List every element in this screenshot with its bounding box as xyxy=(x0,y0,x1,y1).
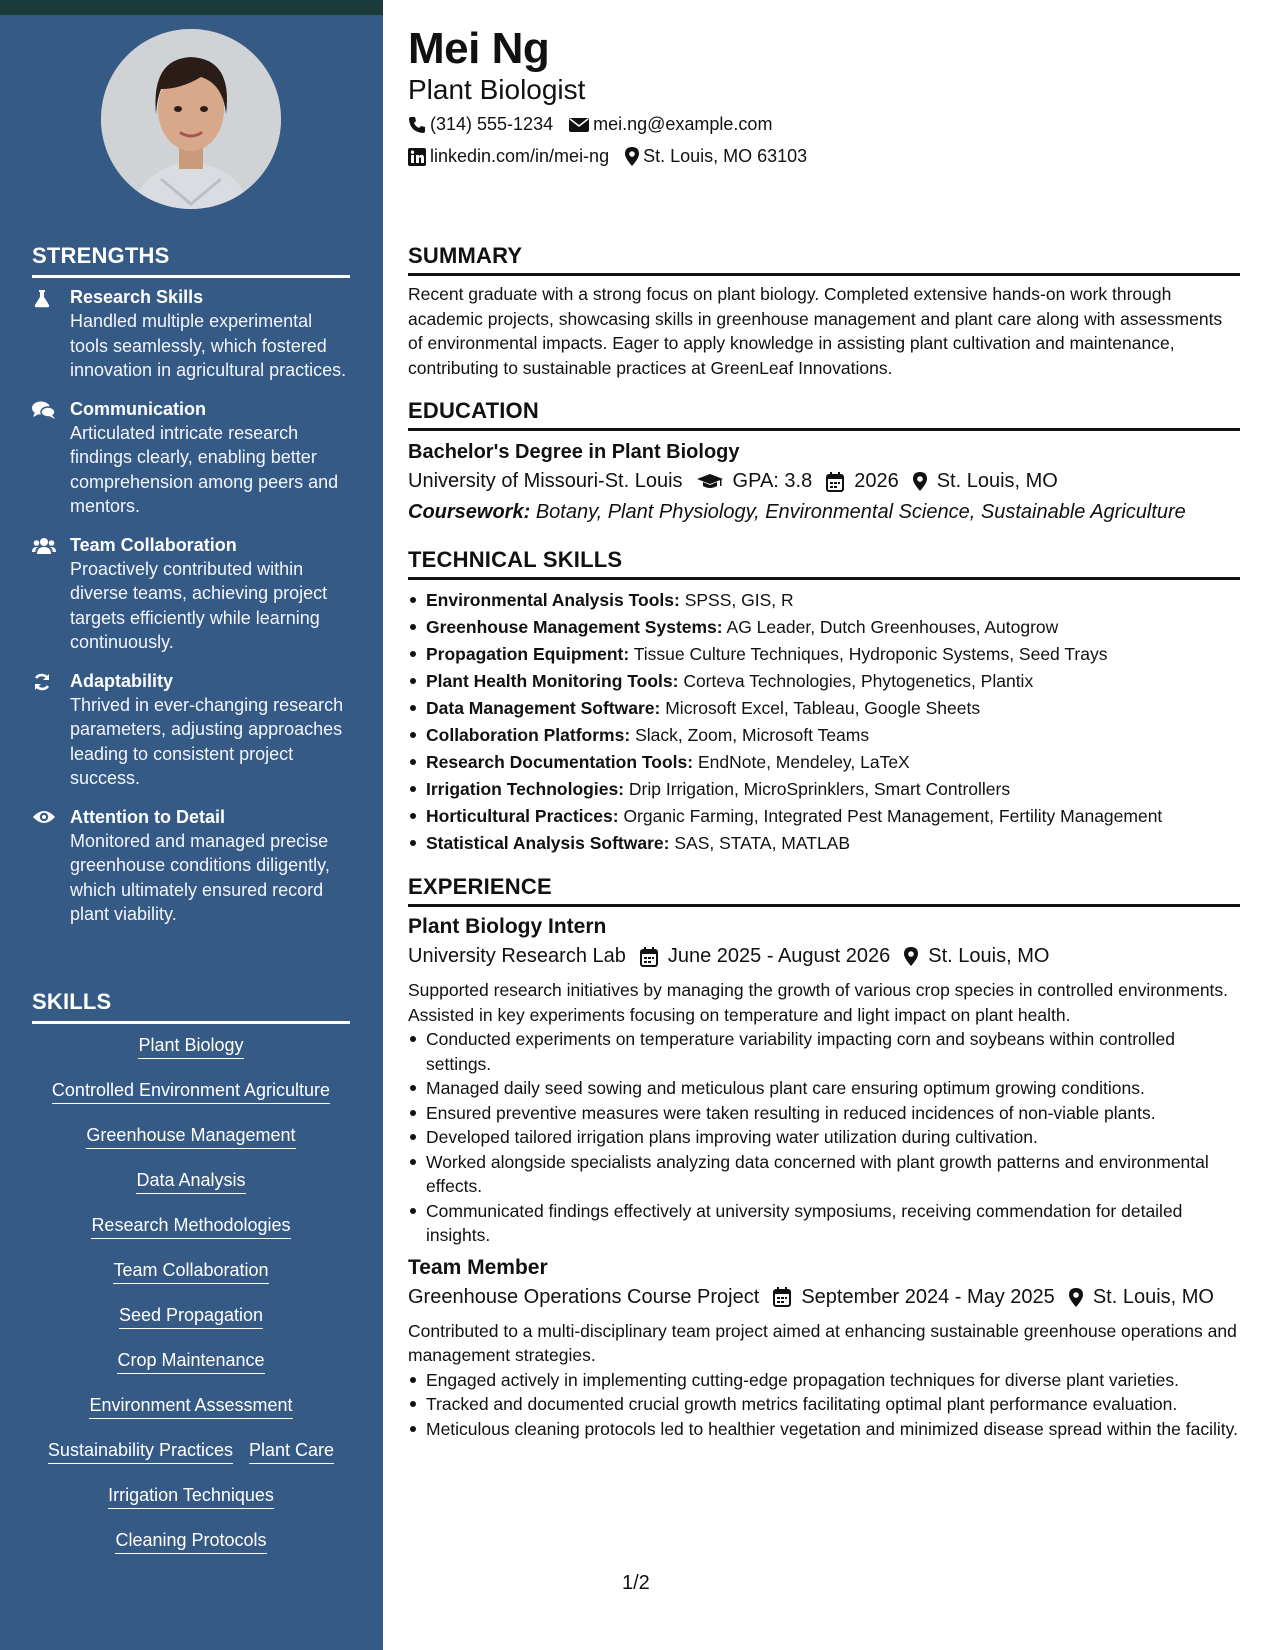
skill-tag: Plant Biology xyxy=(138,1034,243,1059)
summary-section xyxy=(408,243,1240,380)
list-item: Worked alongside specialists analyzing data concerned with plant growth patterns and environmental effects. xyxy=(408,1150,1240,1199)
education-meta xyxy=(408,470,1240,493)
list-item: Irrigation Technologies: Drip Irrigation, MicroSprinklers, Smart Controllers xyxy=(408,777,1240,802)
list-item: Collaboration Platforms: Slack, Zoom, Microsoft Teams xyxy=(408,723,1240,748)
education-heading: EDUCATION xyxy=(408,398,1240,431)
strength-description: Handled multiple experimental tools seamlessly, which fostered innovation in agricultural practices. xyxy=(70,311,347,380)
linkedin-icon xyxy=(408,148,426,166)
job-role: Plant Biologist xyxy=(408,74,586,105)
strength-description: Monitored and managed precise greenhouse conditions diligently, which ultimately ensured record plant viability. xyxy=(70,830,330,924)
skill-tag: Controlled Environment Agriculture xyxy=(52,1079,330,1104)
strengths-list xyxy=(32,285,352,941)
education-section xyxy=(408,398,1240,524)
contact-row-2 xyxy=(408,146,823,167)
skill-tag: Research Methodologies xyxy=(91,1214,290,1239)
sync-icon xyxy=(32,669,70,791)
job-meta xyxy=(408,1286,1240,1309)
job-title: Team Member xyxy=(408,1255,548,1279)
linkedin-text[interactable]: linkedin.com/in/mei-ng xyxy=(430,146,610,166)
job-entry xyxy=(408,1256,1240,1442)
strength-item xyxy=(32,669,352,791)
coursework xyxy=(408,501,1240,524)
list-item: Managed daily seed sowing and meticulous plant care ensuring optimum growing conditions. xyxy=(408,1076,1240,1101)
job-title: Plant Biology Intern xyxy=(408,915,607,938)
strength-title: Attention to Detail xyxy=(70,806,225,827)
strength-item xyxy=(32,285,352,383)
strength-description: Thrived in ever-changing research parameters, adjusting approaches leading to consistent project success. xyxy=(70,694,344,788)
list-item: Environmental Analysis Tools: SPSS, GIS, R xyxy=(408,588,1240,613)
technical-skills-heading: TECHNICAL SKILLS xyxy=(408,547,1240,580)
skill-tag: Irrigation Techniques xyxy=(108,1484,274,1509)
skill-tag: Greenhouse Management xyxy=(86,1124,295,1149)
strength-item xyxy=(32,397,352,519)
skill-tag: Crop Maintenance xyxy=(117,1349,264,1374)
list-item: Developed tailored irrigation plans improving water utilization during cultivation. xyxy=(408,1125,1240,1150)
map-marker-icon xyxy=(625,147,639,166)
envelope-icon xyxy=(569,117,589,133)
job-location: St. Louis, MO xyxy=(1092,1285,1214,1308)
job-bullets xyxy=(408,1027,1240,1248)
email-text[interactable]: mei.ng@example.com xyxy=(593,114,773,134)
graduation-year: 2026 xyxy=(854,470,899,492)
linkedin-contact[interactable] xyxy=(408,146,609,167)
list-item: Data Management Software: Microsoft Excel, Tableau, Google Sheets xyxy=(408,696,1240,721)
job-organization: Greenhouse Operations Course Project xyxy=(408,1285,760,1308)
sidebar-top-bar xyxy=(0,0,383,15)
coursework-list: Botany, Plant Physiology, Environmental Science, Sustainable Agriculture xyxy=(535,501,1186,523)
summary-heading: SUMMARY xyxy=(408,243,1240,276)
job-organization: University Research Lab xyxy=(408,945,626,967)
skill-tag: Plant Care xyxy=(249,1439,334,1464)
job-dates: September 2024 - May 2025 xyxy=(801,1285,1055,1308)
list-item: Tracked and documented crucial growth metrics facilitating optimal plant performance evaluation. xyxy=(408,1392,1240,1417)
list-item: Communicated findings effectively at university symposiums, receiving commendation for detailed insights. xyxy=(408,1199,1240,1248)
skill-tag: Sustainability Practices xyxy=(48,1439,233,1464)
skill-tag: Seed Propagation xyxy=(119,1304,263,1329)
strength-description: Articulated intricate research findings clearly, enabling better comprehension among peers and mentors. xyxy=(70,422,339,516)
strength-item xyxy=(32,533,352,655)
list-item: Statistical Analysis Software: SAS, STATA, MATLAB xyxy=(408,831,1240,856)
person-name: Mei Ng xyxy=(408,24,550,73)
experience-section xyxy=(408,874,1240,1441)
strength-title: Research Skills xyxy=(70,287,204,307)
map-marker-icon xyxy=(1069,1288,1083,1307)
users-icon xyxy=(32,533,70,655)
calendar-icon xyxy=(826,472,844,492)
list-item: Ensured preventive measures were taken resulting in reduced incidences of non-viable plants. xyxy=(408,1101,1240,1126)
map-marker-icon xyxy=(904,947,918,966)
list-item: Research Documentation Tools: EndNote, Mendeley, LaTeX xyxy=(408,750,1240,775)
job-summary: Contributed to a multi-disciplinary team project aimed at enhancing sustainable greenhouse operations and management strategies. xyxy=(408,1320,1237,1365)
skill-tag: Team Collaboration xyxy=(113,1259,268,1284)
skill-tag: Data Analysis xyxy=(136,1169,245,1194)
school-name: University of Missouri-St. Louis xyxy=(408,470,683,492)
job-entry xyxy=(408,915,1240,1248)
job-summary: Supported research initiatives by managing the growth of various crop species in controlled environments. Assisted in key experiments focusing on temperature and light impact on plant health. xyxy=(408,980,1229,1025)
phone-icon xyxy=(408,116,426,134)
list-item: Meticulous cleaning protocols led to healthier vegetation and minimized disease spread within the facility. xyxy=(408,1417,1240,1442)
list-item: Conducted experiments on temperature variability impacting corn and soybeans within controlled settings. xyxy=(408,1027,1240,1076)
strength-title: Communication xyxy=(70,398,207,419)
comments-icon xyxy=(32,397,70,519)
skills-heading: SKILLS xyxy=(32,989,350,1024)
coursework-label: Coursework: xyxy=(408,501,531,523)
eye-icon xyxy=(32,805,70,927)
skills-list xyxy=(32,1034,350,1574)
strength-description: Proactively contributed within diverse teams, achieving project targets efficiently while learning continuously. xyxy=(70,558,328,652)
profile-photo xyxy=(101,29,281,209)
strength-item xyxy=(32,805,352,927)
list-item: Horticultural Practices: Organic Farming, Integrated Pest Management, Fertility Management xyxy=(408,804,1240,829)
graduation-cap-icon xyxy=(697,473,723,491)
contact-row-1 xyxy=(408,114,788,135)
degree-title: Bachelor's Degree in Plant Biology xyxy=(408,441,740,463)
list-item: Propagation Equipment: Tissue Culture Techniques, Hydroponic Systems, Seed Trays xyxy=(408,642,1240,667)
job-location: St. Louis, MO xyxy=(928,945,1050,967)
strengths-heading: STRENGTHS xyxy=(32,243,350,278)
job-meta xyxy=(408,945,1240,968)
gpa-text: GPA: 3.8 xyxy=(732,470,813,492)
list-item: Engaged actively in implementing cutting-edge propagation techniques for diverse plant varieties. xyxy=(408,1368,1240,1393)
experience-heading: EXPERIENCE xyxy=(408,874,1240,907)
flask-icon xyxy=(32,285,70,383)
location-contact xyxy=(625,146,807,167)
strength-title: Adaptability xyxy=(70,670,174,691)
location-text: St. Louis, MO 63103 xyxy=(643,146,808,166)
list-item: Plant Health Monitoring Tools: Corteva Technologies, Phytogenetics, Plantix xyxy=(408,669,1240,694)
education-location: St. Louis, MO xyxy=(936,470,1058,492)
sidebar xyxy=(0,0,383,1650)
page-number: 1/2 xyxy=(622,1572,650,1594)
list-item: Greenhouse Management Systems: AG Leader, Dutch Greenhouses, Autogrow xyxy=(408,615,1240,640)
strength-title: Team Collaboration xyxy=(70,534,237,555)
skill-tag: Cleaning Protocols xyxy=(115,1529,266,1554)
phone-contact xyxy=(408,114,553,135)
calendar-icon xyxy=(640,947,658,967)
map-marker-icon xyxy=(913,472,927,491)
skill-tag: Environment Assessment xyxy=(89,1394,292,1419)
phone-text: (314) 555-1234 xyxy=(430,114,554,134)
technical-skills-list xyxy=(408,588,1240,856)
technical-skills-section xyxy=(408,547,1240,858)
email-contact[interactable] xyxy=(569,114,772,135)
job-dates: June 2025 - August 2026 xyxy=(667,945,891,967)
calendar-icon xyxy=(773,1287,791,1307)
job-bullets xyxy=(408,1368,1240,1442)
summary-text: Recent graduate with a strong focus on plant biology. Completed extensive hands-on work through academic projects, showcasing skills in greenhouse management and plant care along with assessments of environmental impacts. Eager to apply knowledge in assisting plant cultivation and maintenance, contributing to sustainable practices at GreenLeaf Innovations. xyxy=(408,284,1223,378)
